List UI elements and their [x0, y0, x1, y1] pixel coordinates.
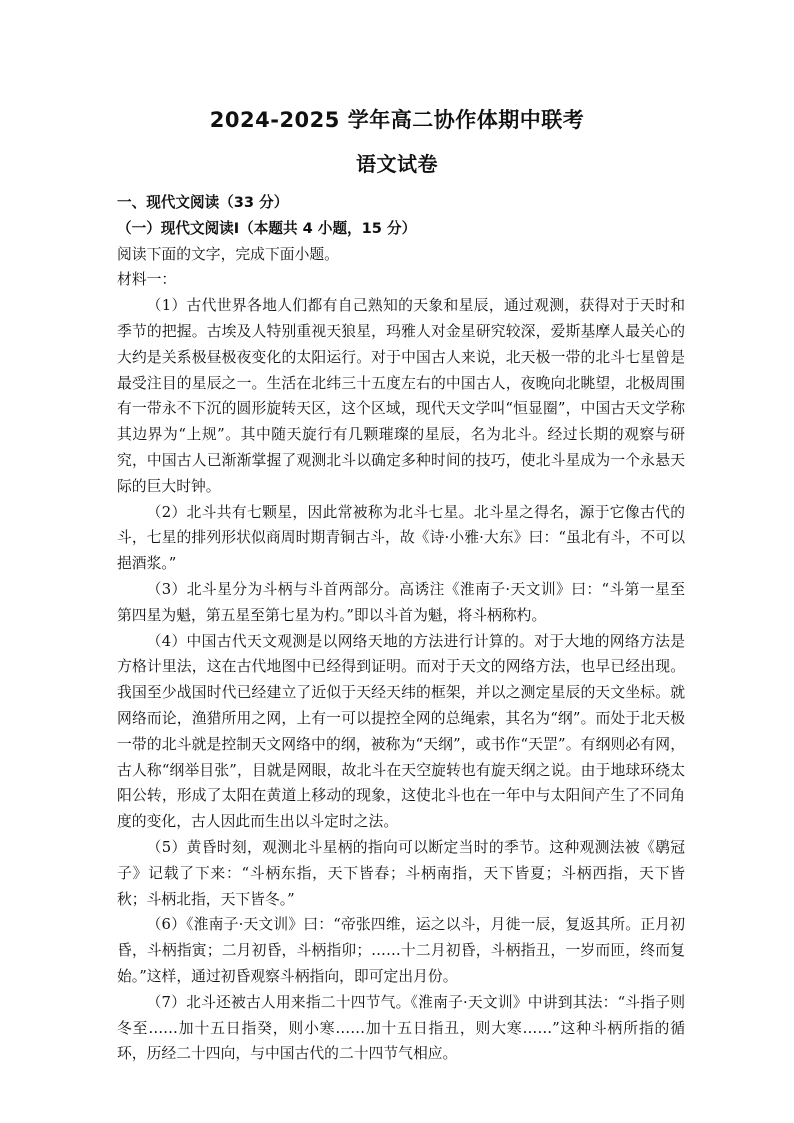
- section-heading: 一、现代文阅读（33 分）: [117, 194, 289, 211]
- instruction-text: 阅读下面的文字，完成下面小题。: [117, 245, 339, 263]
- exam-subtitle: 语文试卷: [356, 152, 438, 176]
- paragraph-3: （3）北斗星分为斗柄与斗首两部分。高诱注《淮南子·天文训》曰：“斗第一星至第四星为魁，第五星至第七星为杓。”即以斗首为魁，将斗柄称杓。: [117, 580, 685, 624]
- paragraph-2: （2）北斗共有七颗星，因此常被称为北斗七星。北斗星之得名，源于它像古代的斗，七星的排列形状似商周时期青铜古斗，故《诗·小雅·大东》曰：“虽北有斗，不可以挹酒浆。”: [117, 503, 685, 573]
- exam-title: 2024-2025 学年高二协作体期中联考: [209, 108, 585, 132]
- paragraph-7: （7）北斗还被古人用来指二十四节气。《淮南子·天文训》中讲到其法：“斗指子则冬至……加十五日指癸，则小寒……加十五日指丑，则大寒……”这种斗柄所指的循环，历经二十四向，与中国古代的二十四节气相应。: [117, 993, 685, 1063]
- paragraph-5: （5）黄昏时刻，观测北斗星柄的指向可以断定当时的季节。这种观测法被《鹖冠子》记载了下来：“斗柄东指，天下皆春；斗柄南指，天下皆夏；斗柄西指，天下皆秋；斗柄北指，天下皆冬。”: [117, 838, 685, 908]
- paragraph-4: （4）中国古代天文观测是以网络天地的方法进行计算的。对于大地的网络方法是方格计里法，这在古代地图中已经得到证明。而对于天文的网络方法，也早已经出现。我国至少战国时代已经建立了近似于天经天纬的框架，并以之测定星辰的天文坐标。就网络而论，渔猎所用之网，上有一可以提控全网的总绳索，其名为“纲”。而处于北天极一带的北斗就是控制天文网络中的纲，被称为“天纲”，或书作“天罡”。有纲则必有网，古人称“纲举目张”，目就是网眼，故北斗在天空旋转也有旋天纲之说。由于地球环绕太阳公转，形成了太阳在黄道上移动的现象，这使北斗也在一年中与太阳间产生了不同角度的变化，古人因此而生出以斗定时之法。: [117, 632, 685, 831]
- material-label: 材料一：: [117, 271, 177, 289]
- paragraph-6: （6）《淮南子·天文训》曰：“帝张四维，运之以斗，月徙一辰，复返其所。正月初昏，斗柄指寅；二月初昏，斗柄指卯；……十二月初昏，斗柄指丑，一岁而匝，终而复始。”这样，通过初昏观察斗柄指向，即可定出月份。: [117, 916, 685, 985]
- subsection-heading: （一）现代文阅读Ⅰ（本题共 4 小题，15 分）: [117, 219, 417, 237]
- paragraph-1: （1）古代世界各地人们都有自己熟知的天象和星辰，通过观测，获得对于天时和季节的把握。古埃及人特别重视天狼星，玛雅人对金星研究较深，爱斯基摩人最关心的大约是关系极昼极夜变化的太阳运行。对于中国古人来说，北天极一带的北斗七星曾是最受注目的星辰之一。生活在北纬三十五度左右的中国古人，夜晚向北眺望，北极周围有一带永不下沉的圆形旋转天区，这个区域，现代天文学叫“恒显圈”，中国古天文学称其边界为“上规”。其中随天旋行有几颗璀璨的星辰，名为北斗。经过长期的观察与研究，中国古人已渐渐掌握了观测北斗以确定多种时间的技巧，使北斗星成为一个永悬天际的巨大时钟。: [117, 297, 685, 495]
- reading-body: [117, 190, 685, 1067]
